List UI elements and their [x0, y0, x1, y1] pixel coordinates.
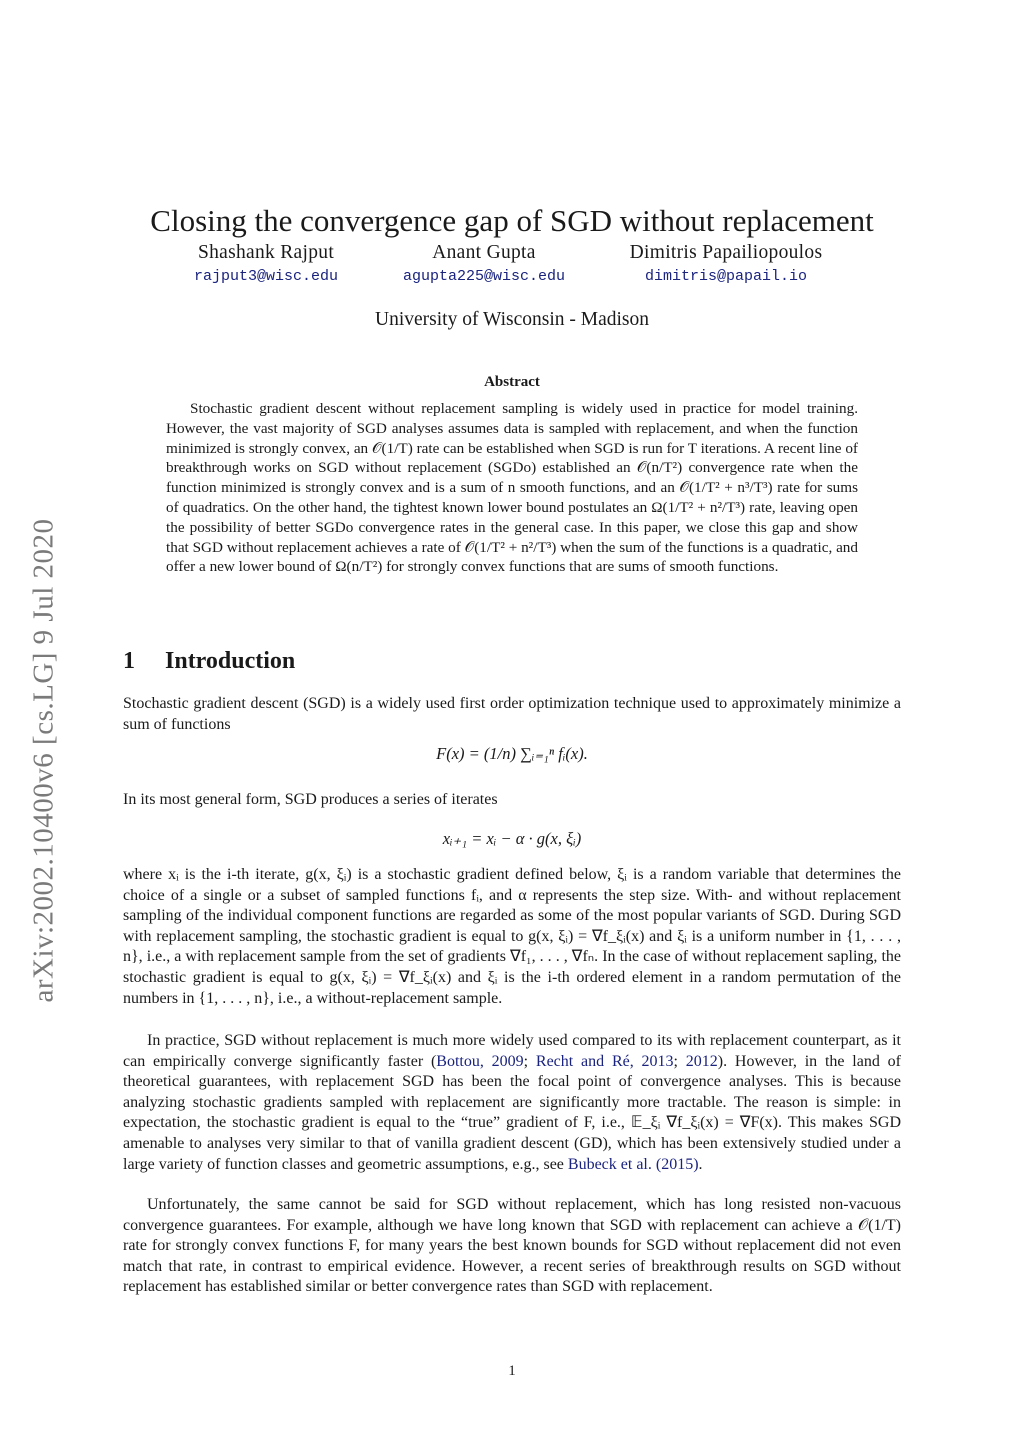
intro-paragraph-5: Unfortunately, the same cannot be said for SGD without replacement, which has long resisted non-vacuous convergence guarantees. For example, although we have long known that SGD with replacement can achieve a 𝒪(1/T) rate for strongly convex functions F, for many years the best known bounds for SGD without replacement did not even match that rate, in contrast to empirical evidence. However, a recent series of breakthrough results on SGD without replacement has established similar or better convergence rates than SGD with replacement.: [123, 1196, 901, 1296]
para4-sep-1: ;: [523, 1052, 536, 1070]
paper-title: Closing the convergence gap of SGD without replacement: [150, 202, 874, 238]
author-name: Anant Gupta: [432, 242, 536, 263]
para4-text-b: ). However, in the land of theoretical guarantees, with replacement SGD has been the focal point of convergence analyses. This is because analyzing stochastic gradients sampled with replacement are significantly more tractable. The reason is simple: in expectation, the stochastic gradient is equal to the “true” gradient of F, i.e., 𝔼_ξᵢ ∇f_ξᵢ(x) = ∇F(x). This makes SGD amenable to analyses very similar to that of vanilla gradient descent (GD), which has been extensively studied under a large variety of function classes and geometric assumptions, e.g., see: [123, 1052, 901, 1173]
para4-sep-2: ;: [673, 1052, 686, 1070]
arxiv-identifier-text: arXiv:2002.10400v6 [cs.LG] 9 Jul 2020: [27, 517, 60, 1003]
author-name: Dimitris Papailiopoulos: [629, 242, 823, 263]
section-number: 1: [123, 648, 135, 674]
citation-bottou-link[interactable]: Bottou, 2009: [436, 1052, 524, 1070]
para4-text-c: .: [698, 1155, 703, 1173]
para4-text-a: In practice, SGD without replacement is much more widely used compared to its with replacement counterpart, as it can empirically converge significantly faster (: [123, 1032, 901, 1070]
author-block: [0, 242, 1024, 302]
author-email-link[interactable]: dimitris@papail.io: [644, 268, 808, 285]
author-name: Shashank Rajput: [197, 242, 335, 263]
affiliation: University of Wisconsin - Madison: [375, 309, 649, 330]
section-heading: [123, 648, 295, 675]
equation-iterate: xᵢ₊₁ = xᵢ − α · g(x, ξᵢ): [442, 829, 582, 848]
abstract-heading: Abstract: [484, 374, 540, 390]
page-number: 1: [508, 1363, 516, 1379]
citation-2012-link[interactable]: 2012: [685, 1052, 718, 1070]
author-email-link[interactable]: agupta225@wisc.edu: [402, 268, 566, 285]
intro-paragraph-3: where xᵢ is the i-th iterate, g(x, ξᵢ) is a stochastic gradient defined below, ξᵢ is a random variable that determines the choice of a single or a subset of sampled functions fᵢ, and α represents the step size. With- and without replacement sampling of the individual component functions are regarded as some of the most popular variants of SGD. During SGD with replacement sampling, the stochastic gradient is equal to g(x, ξᵢ) = ∇f_ξᵢ(x) and ξᵢ is a uniform number in {1, . . . , n}, i.e., a with replacement sample from the set of gradients ∇f₁, . . . , ∇fₙ. In the case of without replacement sapling, the stochastic gradient is equal to g(x, ξᵢ) = ∇f_ξᵢ(x) and ξᵢ is the i-th ordered element in a random permutation of the numbers in {1, . . . , n}, i.e., a without-replacement sample.: [123, 866, 901, 1007]
intro-paragraph-4: [123, 1031, 901, 1175]
intro-paragraph-2: In its most general form, SGD produces a series of iterates: [123, 791, 498, 808]
intro-paragraph-1: Stochastic gradient descent (SGD) is a widely used first order optimization technique used to approximately minimize a sum of functions: [123, 695, 901, 733]
abstract-text: Stochastic gradient descent without replacement sampling is widely used in practice for model training. However, the vast majority of SGD analyses assumes data is sampled with replacement, and when the function minimized is strongly convex, an 𝒪(1/T) rate can be established when SGD is run for T iterations. A recent line of breakthrough works on SGD without replacement (SGDo) established an 𝒪(n/T²) convergence rate when the function minimized is strongly convex and is a sum of n smooth functions, and an 𝒪(1/T² + n³/T³) rate for sums of quadratics. On the other hand, the tightest known lower bound postulates an Ω(1/T² + n²/T³) rate, leaving open the possibility of better SGDo convergence rates in the general case. In this paper, we close this gap and show that SGD without replacement achieves a rate of 𝒪(1/T² + n²/T³) when the sum of the functions is a quadratic, and offer a new lower bound of Ω(n/T²) for strongly convex functions that are sums of smooth functions.: [166, 400, 859, 576]
section-title: Introduction: [165, 648, 296, 674]
author-2: [344, 242, 624, 285]
author-3: [586, 242, 866, 285]
citation-recht-link[interactable]: Recht and Ré, 2013: [535, 1052, 674, 1070]
author-email-link[interactable]: rajput3@wisc.edu: [193, 268, 339, 285]
equation-sum: F(x) = (1/n) ∑ᵢ₌₁ⁿ fᵢ(x).: [436, 744, 588, 763]
citation-bubeck-link[interactable]: Bubeck et al. (2015): [567, 1155, 699, 1173]
